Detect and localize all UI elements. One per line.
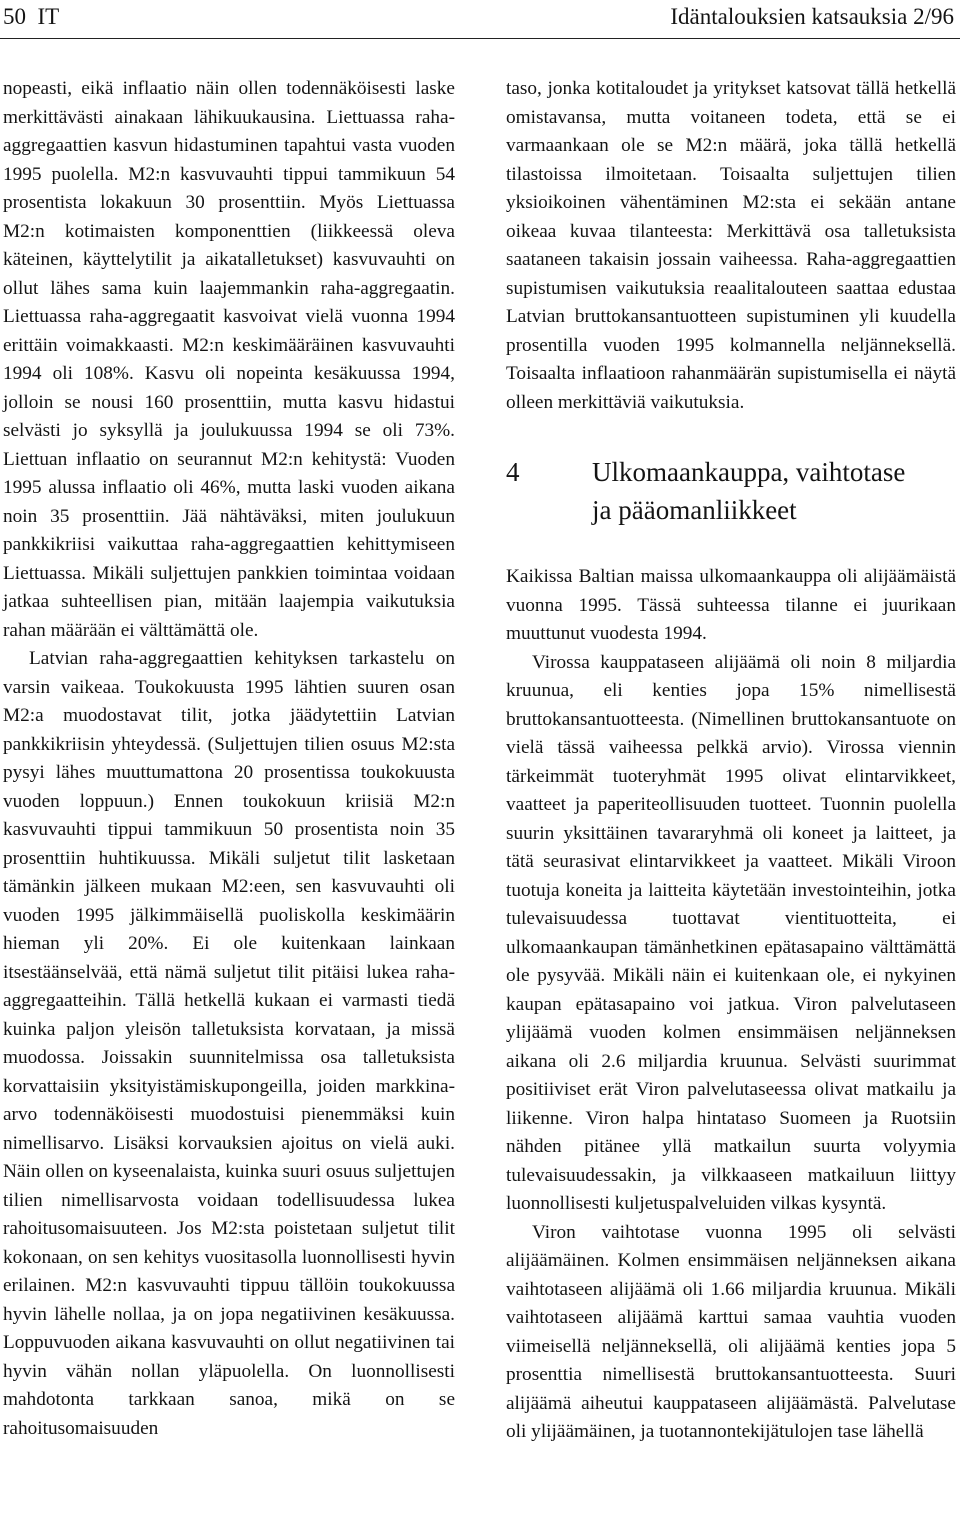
paragraph: Kaikissa Baltian maissa ulkomaankauppa oli alijäämäistä vuonna 1995. Tässä suhteessa tilanne ei juurikaan muuttunut vuodesta 1994.	[506, 566, 956, 644]
paragraph: Viron vaihtotase vuonna 1995 oli selvästi alijäämäinen. Kolmen ensimmäisen neljänneksen aikana vaihtotaseen alijäämä oli 1.66 miljardia kruunua. Mikäli vaihtotaseen alijäämä karttui samaa vauhtia vuoden viimeisellä neljänneksellä, oli alijäämä kenties jopa 5 prosenttia nimellisestä bruttokansantuotteesta. Suuri alijäämä aiheutui kauppataseen alijäämästä. Palvelutase oli ylijäämäinen, ja tuotannontekijätulojen tase lähellä	[506, 1221, 956, 1442]
section-heading	[506, 453, 956, 529]
left-column	[3, 75, 455, 1443]
publication-title: Idäntalouksien katsauksia 2/96	[670, 4, 954, 29]
section-code: IT	[37, 4, 60, 29]
paragraph: Latvian raha-aggregaattien kehityksen tarkastelu on varsin vaikeaa. Toukokuusta 1995 lähtien suuren osan M2:a muodostavat tilit, jotka jäädytettiin Latvian pankkikriisin yhteydessä. (Suljettujen tilien osuus M2:sta pysyi lähes muuttumattona 20 prosentissa toukokuusta vuoden loppuun.) Ennen toukokuun kriisiä M2:n kasvuvauhti tippui tammikuun 50 prosentista noin 35 prosenttiin huhtikuussa. Mikäli suljetut tilit lasketaan tämänkin jälkeen mukaan M2:een, sen kasvuvauhti oli vuoden 1995 jälkimmäisellä puoliskolla keskimäärin hieman yli 20%. Ei ole kuitenkaan lainkaan itsestäänselvää, että nämä suljetut tilit pitäisi lukea raha-aggregaatteihin. Tällä hetkellä kukaan ei varmasti tiedä kuinka paljon yleisön talletuksista korvataan, ja missä muodossa. Joissakin suunnitelmissa osa talletuksista korvattaisiin yksityistämiskupongeilla, joiden markkina-arvo todennäköisesti muodostuisi pienemmäksi kuin nimellisarvo. Lisäksi korvauksien ajoitus on vielä auki. Näin ollen on kyseenalaista, kuinka suuri osuus suljettujen tilien nimellisarvosta voidaan todellisuudessa lukea rahoitusomaisuuteen. Jos M2:sta poistetaan suljetut tilit kokonaan, on sen kehitys vuositasolla luonnollisesti hyvin erilainen. M2:n kasvuvauhti tippuu tällöin toukokuussa hyvin lähelle nollaa, ja on jopa negatiivinen kesäkuussa. Loppuvuoden aikana kasvuvauhti on ollut negatiivinen tai hyvin vähän nollan yläpuolella. On luonnollisesti mahdotonta tarkkaan sanoa, mikä on se rahoitusomaisuuden	[3, 648, 455, 1439]
section-title	[592, 453, 956, 529]
section-title-line-1: Ulkomaankauppa, vaihtotase	[592, 457, 906, 487]
section-number: 4	[506, 457, 520, 487]
paragraph: taso, jonka kotitaloudet ja yritykset katsovat tällä hetkellä omistavansa, mutta voitaneen todeta, että se ei varmaankaan ole se M2:n määrä, joka tällä hetkellä tilastoissa ilmoitetaan. Toisaalta suljettujen tilien yksioikoinen vähentäminen M2:sta ei sekään antane oikeaa kuvaa tilanteesta: Merkittävä osa talletuksista saataneen takaisin jossain vaiheessa. Raha-aggregaattien supistumisen vaikutuksia reaalitalouteen saattaa edustaa Latvian bruttokansantuotteen supistuminen yli kuudella prosentilla vuoden 1995 kolmannella neljänneksellä. Toisaalta inflaatioon rahanmäärän supistumisella ei näytä olleen merkittäviä vaikutuksia.	[506, 78, 956, 413]
section-title-line-2: ja pääomanliikkeet	[592, 495, 797, 525]
paragraph: Virossa kauppataseen alijäämä oli noin 8 miljardia kruunua, eli kenties jopa 15% nimellisestä bruttokansantuotteesta. (Nimellinen bruttokansantuote on vielä tässä vaiheessa pelkkä arvio). Virossa viennin tärkeimmät tuoteryhmät 1995 olivat elintarvikkeet, vaatteet ja paperiteollisuuden tuotteet. Tuonnin puolella suurin yksittäinen tavararyhmä oli koneet ja laitteet, ja tätä seurasivat elintarvikkeet ja vaatteet. Mikäli Viroon tuotuja koneita ja laitteita käytetään investointeihin, jotka tulevaisuudessa tuottavat vientituotteita, ei ulkomaankaupan tämänhetkinen epätasapaino välttämättä ole pysyvää. Mikäli näin ei kuitenkaan ole, ei nykyinen kaupan epätasapaino voi jatkua. Viron palvelutaseen ylijäämä vuoden kolmen ensimmäisen neljänneksen aikana oli 2.6 miljardia kruunua. Selvästi suurimmat positiiviset erät Viron palvelutaseessa olivat matkailu ja liikenne. Viron halpa hintataso Suomeen ja Ruotsiin nähden pitänee yllä matkailun suurta volyymia tulevaisuudessakin, ja vilkkaaseen matkailuun liittyy luonnollisesti kuljetuspalveluiden vilkas kysyntä.	[506, 651, 956, 1214]
page-number: 50	[3, 4, 26, 29]
right-column	[506, 75, 956, 1447]
header-rule	[0, 38, 960, 39]
page-header	[0, 0, 960, 40]
paragraph: nopeasti, eikä inflaatio näin ollen todennäköisesti laske merkittävästi ainakaan lähikuukausina. Liettuassa raha-aggregaattien kasvun hidastuminen tapahtui vasta vuoden 1995 puolella. M2:n kasvuvauhti tippui tammikuun 54 prosentista lokakuun 30 prosenttiin. Myös Liettuassa M2:n kotimaisten komponenttien (liikkeessä oleva käteinen, käyttelytilit ja aikatalletukset) kasvuvauhti on ollut lähes sama kuin laajemmankin raha-aggregaatin. Liettuassa raha-aggregaatit kasvoivat vielä vuonna 1994 erittäin voimakkaasti. M2:n keskimääräinen kasvuvauhti 1994 oli 108%. Kasvu oli nopeinta kesäkuussa 1994, jolloin se nousi 160 prosenttiin, mutta kasvu hidastui selvästi jo syksyllä ja joulukuussa 1994 se oli 73%. Liettuan inflaatio on seurannut M2:n kehitystä: Vuoden 1995 alussa inflaatio oli 46%, mutta laski vuoden aikana noin 35 prosenttiin. Jää nähtäväksi, miten joulukuun pankkikriisi vaikuttaa raha-aggregaattien kehittymiseen Liettuassa. Mikäli suljettujen pankkien toimintaa voidaan jatkaa suhteellisen pian, mitään laajempia vaikutuksia rahan määrään ei välttämättä ole.	[3, 78, 455, 641]
header-left	[3, 2, 59, 32]
